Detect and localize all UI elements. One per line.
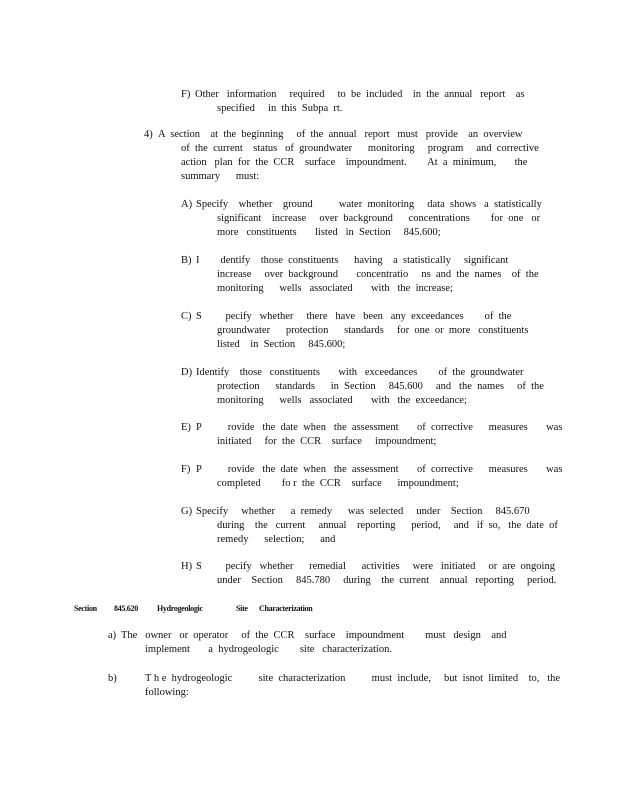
item-label: F): [181, 464, 191, 475]
item-line: significant increase over background concentrations for one or: [217, 213, 541, 224]
item-label: a): [108, 630, 117, 641]
item-line: A section at the beginning of the annual report must provide an overview: [158, 129, 523, 140]
item-line: listed in Section 845.600;: [217, 339, 346, 350]
item-line: The owner or operator of the CCR surface impoundment must design and: [121, 630, 507, 641]
item-line: during the current annual reporting period, and if so, the date of: [217, 520, 558, 531]
item-line: implement a hydrogeologic site characterization.: [145, 644, 392, 655]
item-line: specified in this Subpa rt.: [217, 103, 343, 114]
item-line: Specify whether ground water monitoring data shows a statistically: [196, 199, 542, 210]
item-line: under Section 845.780 during the current annual reporting period.: [217, 575, 557, 586]
item-line: more constituents listed in Section 845.600;: [217, 227, 441, 238]
section-title: Hydrogeologic: [157, 604, 203, 613]
item-line: P rovide the date when the assessment of corrective measures was: [196, 422, 563, 433]
item-label: B): [181, 255, 192, 266]
item-line: remedy selection; and: [217, 534, 336, 545]
item-line: completed fo r the CCR surface impoundment;: [217, 478, 459, 489]
item-label: H): [181, 561, 193, 572]
item-label: C): [181, 311, 192, 322]
item-line: protection standards in Section 845.600 and the names of the: [217, 381, 544, 392]
item-line: Specify whether a remedy was selected under Section 845.670: [196, 506, 530, 517]
paragraph-b: [108, 672, 561, 742]
item-line: T h e hydrogeologic site characterization must include, but isnot limited to, the: [145, 673, 561, 684]
item-line: P rovide the date when the assessment of corrective measures was: [196, 464, 563, 475]
item-line: summary must:: [181, 171, 260, 182]
item-line: groundwater protection standards for one or more constituents: [217, 325, 529, 336]
item-label: 4): [144, 129, 153, 140]
item-label: E): [181, 422, 191, 433]
item-label: A): [181, 199, 193, 210]
item-label: b): [108, 673, 117, 684]
item-line: S pecify whether there have been any exceedances of the: [196, 311, 512, 322]
item-line: Other information required to be included in the annual report as: [195, 89, 525, 100]
item-line: initiated for the CCR surface impoundment;: [217, 436, 437, 447]
item-line: increase over background concentratio ns and the names of the: [217, 269, 539, 280]
item-line: following:: [145, 687, 189, 698]
item-line: of the current status of groundwater monitoring program and corrective: [181, 143, 539, 154]
item-label: D): [181, 367, 193, 378]
item-line: S pecify whether remedial activities were initiated or are ongoing: [196, 561, 555, 572]
item-label: G): [181, 506, 193, 517]
item-label: F): [181, 89, 191, 100]
section-title: Characterization: [259, 604, 313, 613]
item-line: Identify those constituents with exceedances of the groundwater: [196, 367, 524, 378]
section-number: 845.620: [114, 604, 138, 613]
section-title: Site: [236, 604, 248, 613]
item-line: monitoring wells associated with the exceedance;: [217, 395, 467, 406]
item-line: action plan for the CCR surface impoundment. At a minimum, the: [181, 157, 528, 168]
item-line: monitoring wells associated with the increase;: [217, 283, 453, 294]
section-word: Section: [74, 604, 97, 613]
item-line: I dentify those constituents having a statistically significant: [196, 255, 509, 266]
